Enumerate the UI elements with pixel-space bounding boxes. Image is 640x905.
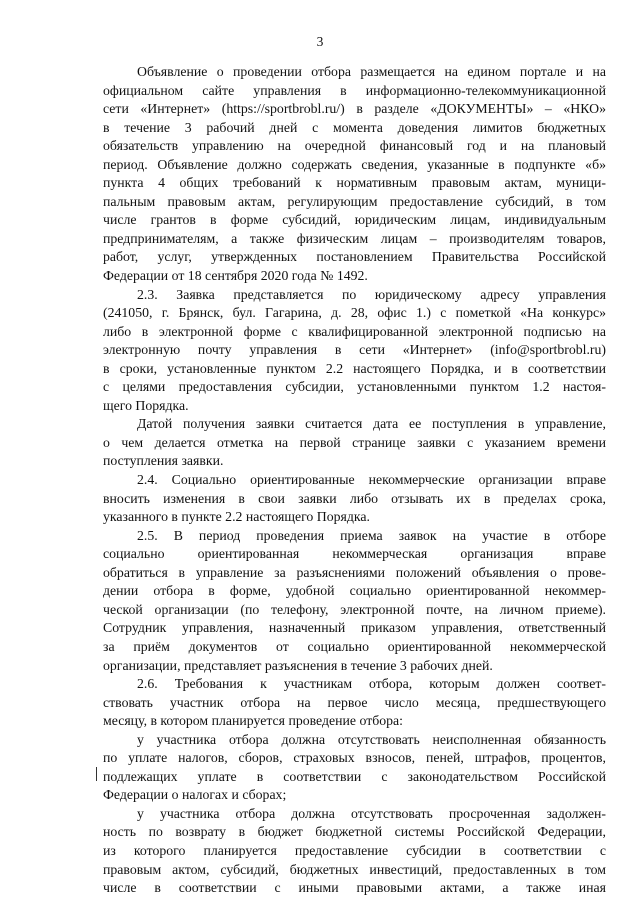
text-line: организации, представляет разъяснения в течение 3 рабочих дней.: [103, 657, 493, 673]
text-line: работ, услуг, утвержденных постановлением Правительства Российской: [103, 249, 606, 265]
margin-mark: [96, 767, 97, 781]
text-line: вносить изменения в свои заявки либо отзывать их в пределах срока,: [103, 490, 606, 506]
text-line: пальным правовым актам, регулирующим предоставление субсидий, в том: [103, 193, 606, 209]
text-line: указанного в пункте 2.2 настоящего Порядка.: [103, 509, 370, 525]
text-line: у участника отбора должна отсутствовать неисполненная обязанность: [137, 731, 606, 747]
text-line: поступления заявки.: [103, 453, 224, 469]
text-line: сети «Интернет» (https://sportbrobl.ru/) в разделе «ДОКУМЕНТЫ» – «НКО»: [103, 101, 606, 117]
text-line: по уплате налогов, сборов, страховых взносов, пеней, штрафов, процентов,: [103, 750, 606, 766]
text-line: предпринимателям, а также физическим лицам – производителям товаров,: [103, 230, 606, 246]
text-line: в течение 3 рабочий дней с момента доведения лимитов бюджетных: [103, 119, 606, 135]
text-line: ствовать участник отбора на первое число месяца, предшествующего: [103, 694, 606, 710]
text-line: обязательств управлению на очередной финансовый год и на плановый: [103, 138, 606, 154]
text-line: подлежащих уплате в соответствии с законодательством Российской: [103, 768, 606, 784]
text-line: Сотрудник управления, назначенный приказом управления, ответственный: [103, 620, 606, 636]
text-line: 2.4. Социально ориентированные некоммерческие организации вправе: [137, 472, 606, 488]
text-line: 2.6. Требования к участникам отбора, которым должен соответ-: [137, 676, 606, 692]
text-line: Объявление о проведении отбора размещается на едином портале и на: [137, 64, 606, 79]
text-line: официальном сайте управления в информационно-телекоммуникационной: [103, 82, 606, 98]
text-line: с целями предоставления субсидии, установленными пунктом 1.2 настоя-: [103, 379, 606, 395]
text-line: о чем делается отметка на первой странице заявки с указанием времени: [103, 434, 606, 450]
text-line: правовым актом, субсидий, бюджетных инвестиций, предоставленных в том: [103, 861, 606, 877]
text-line: электронную почту управления в сети «Интернет» (info@sportbrobl.ru): [103, 342, 606, 358]
text-line: из которого планируется предоставление субсидии в соответствии с: [103, 842, 606, 858]
text-line: числе грантов в форме субсидий, юридическим лицам, индивидуальным: [103, 212, 606, 228]
text-line: пункта 4 общих требований к нормативным правовым актам, муници-: [103, 175, 606, 191]
text-line: либо в электронной форме с квалифицированной электронной подписью на: [103, 323, 606, 339]
text-line: социально ориентированная некоммерческая организация вправе: [103, 546, 606, 562]
text-line: (241050, г. Брянск, бул. Гагарина, д. 28, офис 1.) с пометкой «На конкурс»: [103, 305, 606, 321]
text-line: ческой организации (по телефону, электронной почте, на личном приеме).: [103, 601, 606, 617]
text-line: период. Объявление должно содержать сведения, указанные в подпункте «б»: [103, 156, 606, 172]
text-line: у участника отбора должна отсутствовать просроченная задолжен-: [137, 805, 606, 821]
text-line: числе в соответствии с иными правовыми актами, а также иная: [103, 880, 606, 896]
text-line: за приём документов от социально ориентированной некоммерческой: [103, 638, 606, 654]
text-line: щего Порядка.: [103, 397, 189, 413]
page-number: 3: [316, 34, 324, 49]
text-line: месяцу, в котором планируется проведение отбора:: [103, 713, 404, 729]
text-line: в сроки, установленные пунктом 2.2 настоящего Порядка, и в соответствии: [103, 360, 606, 376]
text-line: 2.3. Заявка представляется по юридическому адресу управления: [137, 286, 606, 302]
text-line: Датой получения заявки считается дата ее поступления в управление,: [137, 416, 606, 432]
text-line: Федерации о налогах и сборах;: [103, 787, 287, 803]
document-body: [103, 63, 606, 898]
text-line: 2.5. В период проведения приема заявок на участие в отборе: [137, 527, 606, 543]
text-line: ность по возврату в бюджет бюджетной системы Российской Федерации,: [103, 824, 606, 840]
text-line: обратиться в управление за разъяснениями положений объявления о прове-: [103, 564, 606, 580]
text-line: дении отбора в форме, удобной социально ориентированной некоммер-: [103, 583, 606, 599]
text-line: Федерации от 18 сентября 2020 года № 1492.: [103, 268, 368, 284]
